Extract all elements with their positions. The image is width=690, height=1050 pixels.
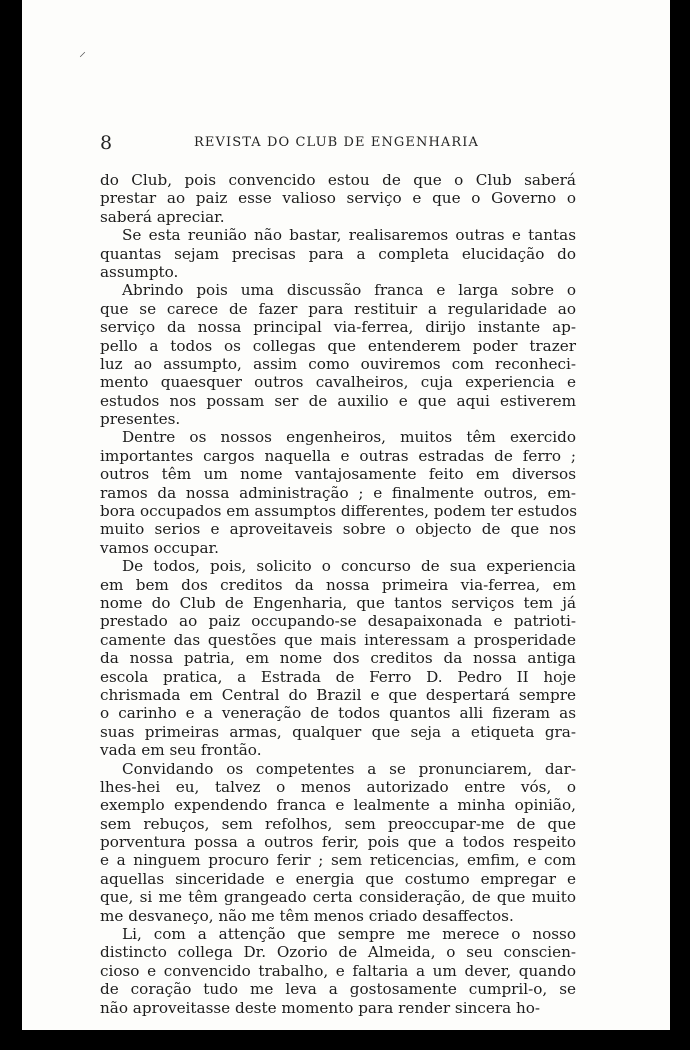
text-line: muito serios e aproveitaveis sobre o objecto de que nos [100, 520, 576, 539]
text-line: luz ao assumpto, assim como ouviremos com reconheci- [100, 354, 576, 373]
text-line: mento quaesquer outros cavalheiros, cuja experiencia e [100, 373, 576, 392]
text-line: prestar ao paiz esse valioso serviço e que o Governo o [100, 189, 576, 208]
text-line: cioso e convencido trabalho, e faltaria a um dever, quando [100, 961, 576, 980]
text-line: Dentre os nossos engenheiros, muitos têm exercido [122, 428, 576, 447]
text-line: outros têm um nome vantajosamente feito em diversos [100, 465, 576, 484]
text-line: camente das questões que mais interessam a prosperidade [100, 630, 576, 649]
text-line: de coração tudo me leva a gostosamente cumpril-o, se [100, 980, 576, 999]
text-line: escola pratica, a Estrada de Ferro D. Pedro II hoje [100, 667, 576, 686]
running-title: REVISTA DO CLUB DE ENGENHARIA [194, 135, 480, 150]
text-line: pello a todos os collegas que entenderem poder trazer [100, 336, 576, 355]
text-line: De todos, pois, solicito o concurso de sua experiencia [122, 557, 576, 576]
page-sheet [22, 0, 670, 1030]
text-line: bora occupados em assumptos differentes, podem ter estudos [100, 502, 578, 521]
text-line: me desvaneço, não me têm menos criado desaffectos. [100, 906, 514, 925]
text-line: presentes. [100, 410, 181, 429]
paragraph [100, 171, 576, 226]
paragraph [100, 925, 576, 1017]
text-line: vada em seu frontão. [100, 741, 262, 760]
paragraph [100, 428, 576, 557]
text-line: estudos nos possam ser de auxilio e que aqui estiverem [100, 391, 576, 410]
page-header [100, 132, 616, 154]
text-line: suas primeiras armas, qualquer que seja a etiqueta gra- [100, 722, 576, 741]
page-number: 8 [100, 132, 113, 154]
paragraph [100, 760, 576, 926]
text-line: Abrindo pois uma discussão franca e larga sobre o [122, 281, 576, 300]
text-line: que se carece de fazer para restituir a regularidade ao [100, 299, 576, 318]
text-line: lhes-hei eu, talvez o menos autorizado entre vós, o [100, 777, 576, 796]
text-line: importantes cargos naquella e outras estradas de ferro ; [100, 446, 576, 465]
body-text [100, 171, 576, 1017]
paragraph [100, 226, 576, 281]
text-line: em bem dos creditos da nossa primeira via-ferrea, em [100, 575, 576, 594]
text-line: prestado ao paiz occupando-se desapaixonada e patrioti- [100, 612, 576, 631]
text-line: Se esta reunião não bastar, realisaremos outras e tantas [122, 226, 576, 245]
text-line: do Club, pois convencido estou de que o Club saberá [100, 171, 576, 189]
text-line: vamos occupar. [100, 538, 219, 557]
text-line: e a ninguem procuro ferir ; sem reticencias, emfim, e com [100, 851, 576, 870]
text-line: o carinho e a veneração de todos quantos alli fizeram as [100, 704, 576, 723]
paragraph [100, 281, 576, 428]
text-line: chrismada em Central do Brazil e que despertará sempre [100, 685, 576, 704]
text-line: distincto collega Dr. Ozorio de Almeida, o seu conscien- [100, 943, 576, 962]
text-line: nome do Club de Engenharia, que tantos serviços tem já [100, 593, 576, 612]
text-line: aquellas sinceridade e energia que costumo empregar e [100, 869, 576, 888]
text-line: sem rebuços, sem refolhos, sem preoccupar-me de que [100, 814, 576, 833]
text-line: que, si me têm grangeado certa consideração, de que muito [100, 888, 576, 907]
text-line: Li, com a attenção que sempre me merece o nosso [122, 925, 576, 944]
ink-speck: ⸝ [79, 44, 86, 60]
text-line: não aproveitasse deste momento para render sincera ho- [100, 998, 541, 1017]
text-line: Convidando os competentes a se pronunciarem, dar- [122, 759, 576, 778]
text-line: porventura possa a outros ferir, pois que a todos respeito [100, 833, 576, 852]
text-line: exemplo expendendo franca e lealmente a minha opinião, [100, 796, 576, 815]
paragraph [100, 557, 576, 759]
text-line: quantas sejam precisas para a completa elucidação do [100, 244, 576, 263]
text-line: serviço da nossa principal via-ferrea, dirijo instante ap- [100, 318, 576, 337]
text-line: assumpto. [100, 262, 179, 281]
text-line: saberá apreciar. [100, 207, 225, 226]
text-line: ramos da nossa administração ; e finalmente outros, em- [100, 483, 576, 502]
text-line: da nossa patria, em nome dos creditos da nossa antiga [100, 649, 576, 668]
